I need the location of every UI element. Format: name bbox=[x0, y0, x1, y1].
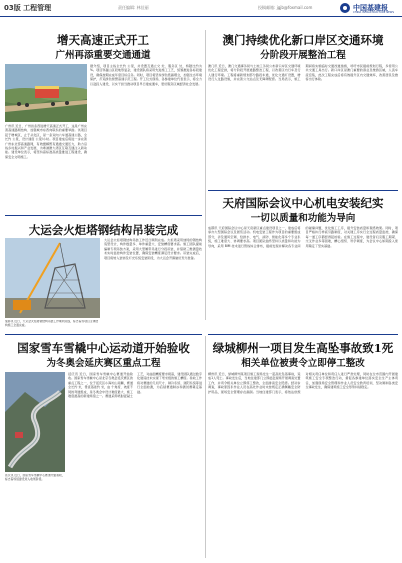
column-divider-lower bbox=[205, 336, 206, 558]
article-5-photo bbox=[5, 372, 65, 472]
section-label: 03版 工程管理 bbox=[4, 4, 52, 12]
editor-label: 责任编辑: 林佳丽 bbox=[118, 5, 149, 10]
article-4-top-rule bbox=[5, 215, 202, 216]
article-6-subtitle: 相关单位被责令立即停工整改 bbox=[241, 358, 365, 369]
article-6-title: 绿城柳州一项目发生高坠事故致1死 bbox=[212, 341, 394, 355]
column-divider bbox=[205, 30, 206, 320]
article-2-title: 澳门持续优化新口岸区交通环境 bbox=[222, 33, 384, 47]
article-4-body: 大运会火炬塔钢结构吊装工作近日顺利完成。火炬塔采用独特的钢结构造型设计，构件数量多、单件重量大、安装精度要求高。施工团队提前编制专项吊装方案，采用大型履带吊进行分段吊装，并借助三维测量技术实时监控构件安装位置，确保安装精度满足设计要求。吊装完成后，项目将转入装饰及灯光系统安装阶段，为大运会开幕做好充分准备。 bbox=[104, 238, 202, 260]
article-2-body: 澳门讯 近日，澳门交通事务局与土地工务局公布新口岸区交通环境优化工程安排，将分阶段开展道路整治工程，以改善区内行车及行人通行环境。工程将重新规划部分路段车道，优化交通灯设置，增设行人过路设施，并完善公交站点及无障碍配套。当局表示，施工期间将实施临时交通改道措施，呼吁市民提前规划行程，多使用公共交通工具出行。新口岸区是澳门重要的商业及旅游区域，人流车流密集，此次工程完成后将有效提升区内交通效率，改善居民及旅客出行体验。 bbox=[208, 64, 398, 82]
brand-name: 中国基建报 bbox=[353, 4, 388, 12]
logo-icon bbox=[340, 3, 350, 13]
article-5-title: 国家雪车雪橇中心运动道开始验收 bbox=[17, 341, 190, 355]
article-2-subtitle: 分阶段开展整治工程 bbox=[260, 50, 346, 61]
article-1-photo bbox=[5, 64, 87, 122]
article-4-caption: 成都讯 近日，大运会火炬塔钢结构吊装工作顺利完成，标志着该项目主体结构施工全面完成。 bbox=[5, 320, 99, 327]
article-1-body-left: 广州讯 近日，广州首条西进增天高速正式开工，这是广州完善高速路网结构、加强城市东西向联系的重要举措。该项目起于增城区，止于从化区，是一条双向六车道高速公路，全长约 公里，设计速度 公里/小时。项目建成后将进一步完善广州东北部高速路网，有效缓解既有通道交通压力，助力沿线乡村振兴和产业发展，为粤港澳大湾区互联互通注入新动能。建设单位表示，将坚持高标准高质量推进工程建设，确保安全文明施工。 bbox=[5, 124, 87, 159]
article-5-caption: 延庆讯 近日，国家雪车雪橇中心赛道开始验收，标志着场馆建设进入收尾阶段。 bbox=[5, 474, 65, 481]
article-1-title: 增天高速正式开工 bbox=[57, 33, 149, 47]
article-5-body: 延庆讯 近日，国家雪车雪橇中心赛道开始验收。国家雪车雪橇中心是北京冬奥会延庆赛区的重点工程之一，位于延庆区小海坨山南麓，赛道全长约 米，垂直落差约 米，由 个角度、坡度不同的弯道组成，是冬奥会中设计难度最大、施工难度最高的新建场馆之一。赛道采用喷射混凝土工艺，对曲面精度要求极高，建设团队通过数字化建造技术实现了毫米级的施工精度。验收工作将对赛道的几何尺寸、制冷系统、遮阳系统等进行全面检测，为后续赛道制冰和测试赛奠定基础。 bbox=[68, 372, 202, 399]
header-divider bbox=[0, 16, 402, 17]
article-3-subtitle: 一切以质量和功能为导向 bbox=[250, 213, 356, 224]
article-1-body-right: 据介绍，项目主线全长约 公里，共设置互通立交 处、服务区 处，桥隧比约为 %。项目穿越山区段地形复杂，建设团队将采用先进施工工艺，统筹推进各标段建设，确保按期完成年度目标任务。同时，项目将坚持绿色低碳理念，加强生态环境保护，打造绿色智慧高速示范工程。开工仪式现场，各参建单位代表表示，将全力以赴投入建设，以实干担当推动项目早日建成通车，更好服务区域经济社会发展。 bbox=[90, 64, 202, 86]
article-1-subtitle: 广州再添重要交通通道 bbox=[55, 50, 151, 61]
page-header bbox=[0, 0, 402, 22]
article-3-body: 成都讯 天府国际会议中心是天府新区重点建设项目之一，建成后将承办大型国际会议及展览活动。机电安装工程作为项目的重要组成部分，涉及通风空调、给排水、电气、消防、智能化等多个专业系统，施工难度大、协调要求高。项目团队始终坚持以质量和功能为导向，采用 BIM 技术进行管线综合排布，提前发现并解决各专业间的碰撞问题，优化施工工序，提升安装质量和观感效果。同时，项目严格执行样板引路制度，对关键工序实行全过程质量监控，确保每一道工序都经得起检验。在施工过程中，建设者们克服工期紧、交叉作业多等困难，精心组织、科学调度，为会议中心如期投入使用奠定了坚实基础。 bbox=[208, 226, 398, 248]
article-4-photo bbox=[5, 238, 100, 318]
article-4-title: 大运会火炬塔钢结构吊装完成 bbox=[28, 223, 179, 237]
article-3-top-rule bbox=[208, 190, 398, 191]
article-3-title: 天府国际会议中心机电安装纪实 bbox=[222, 196, 384, 210]
article-5-subtitle: 为冬奥会延庆赛区重点工程 bbox=[46, 358, 161, 369]
email-label: 投稿邮箱: jgjb@foxmail.com bbox=[258, 5, 313, 10]
article-6-top-rule bbox=[208, 334, 398, 335]
article-5-top-rule bbox=[5, 334, 202, 335]
brand-logo bbox=[340, 2, 400, 14]
brand-subtitle: CHINA INFRASTRUCTURE NEWS bbox=[353, 11, 395, 14]
article-6-body: 柳州讯 近日，绿城柳州某项目施工现场发生一起高处坠落事故，造成1人死亡。事故发生后，当地住建部门立即赶赴现场开展调查处置工作，并责令相关单位立即停工整改，全面排查安全隐患。经初步调查，事故原因系作业人员在高处作业时未按规定正确佩戴安全防护用品，现场安全管理存在漏洞。当地住建部门表示，将依法依规对相关责任单位和责任人进行严肃处理，同时在全市范围内开展建筑施工安全专项整治行动，督促各参建单位落实安全生产主体责任，加强现场安全管理和作业人员安全教育培训，坚决遏制各类安全事故发生，确保建筑施工安全形势持续稳定。 bbox=[208, 372, 398, 394]
